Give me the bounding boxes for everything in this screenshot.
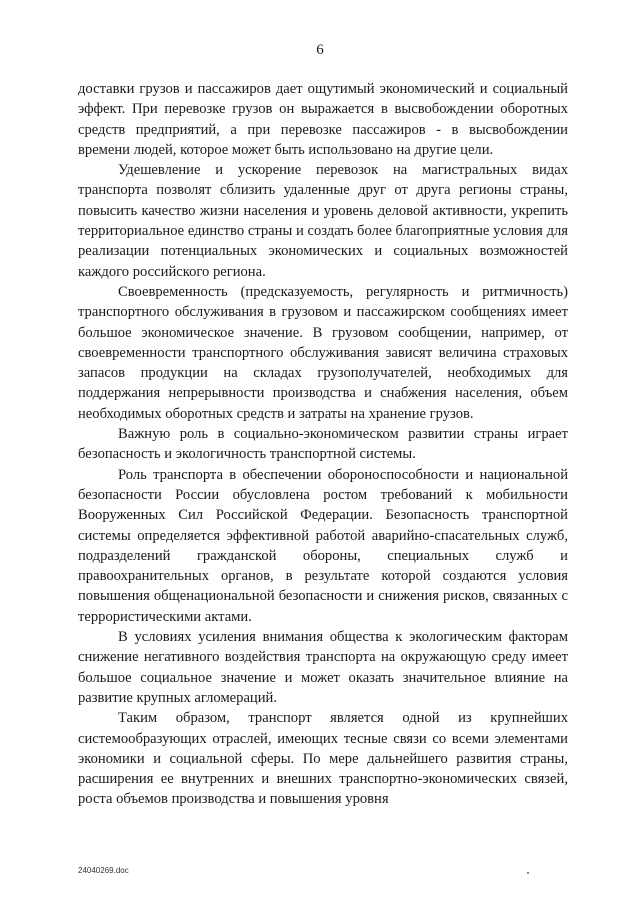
paragraph-timeliness: Своевременность (предсказуемость, регулярность и ритмичность) транспортного обслуживания в грузовом и пассажирском сообщениях имеет большое экономическое значение. В грузовом сообщении, например, от своевременности транспортного обслуживания зависят величина страховых запасов продукции на складах грузополучателей, необходимых для поддержания непрерывности производства и снабжения населения, объем необходимых оборотных средств и затраты на хранение грузов. — [78, 283, 568, 422]
paragraph-conclusion: Таким образом, транспорт является одной из крупнейших системообразующих отраслей, имеющих тесные связи со всеми элементами экономики и социальной сферы. По мере дальнейшего развития страны, расширения ее внутренних и внешних транспортно-экономических связей, роста объемов производства и повышения уровня — [78, 710, 568, 808]
scan-mark — [527, 872, 529, 874]
footer-file-code: 24040269.doc — [78, 866, 129, 875]
page-number: 6 — [316, 42, 324, 58]
paragraph-ecology: В условиях усиления внимания общества к экологическим факторам снижение негативного воздействия транспорта на окружающую среду имеет большое социальное значение и может оказать значительное влияние на развитие крупных агломераций. — [78, 629, 568, 706]
paragraph-safety: Важную роль в социально-экономическом развитии страны играет безопасность и экологичность транспортной системы. — [78, 426, 568, 463]
paragraph-transport-cost: Удешевление и ускорение перевозок на магистральных видах транспорта позволят сблизить удаленные друг от друга регионы страны, повысить качество жизни населения и уровень деловой активности, укрепить территориальное единство страны и создать более благоприятные условия для реализации потенциальных экономических и социальных возможностей каждого российского региона. — [78, 162, 568, 280]
document-body — [78, 79, 568, 810]
paragraph-defense: Роль транспорта в обеспечении обороноспособности и национальной безопасности России обусловлена ростом требований к мобильности Вооруженных Сил Российской Федерации. Безопасность транспортной системы определяется эффективной работой аварийно-спасательных служб, подразделений гражданской обороны, специальных служб и правоохранительных органов, в результате которой создаются условия повышения общенациональной безопасности и снижения рисков, связанных с террористическими актами. — [78, 466, 568, 625]
paragraph-continued: доставки грузов и пассажиров дает ощутимый экономический и социальный эффект. При перевозке грузов он выражается в высвобождении оборотных средств предприятий, а при перевозке пассажиров - в высвобождении времени людей, которое может быть использовано на другие цели. — [78, 81, 568, 158]
